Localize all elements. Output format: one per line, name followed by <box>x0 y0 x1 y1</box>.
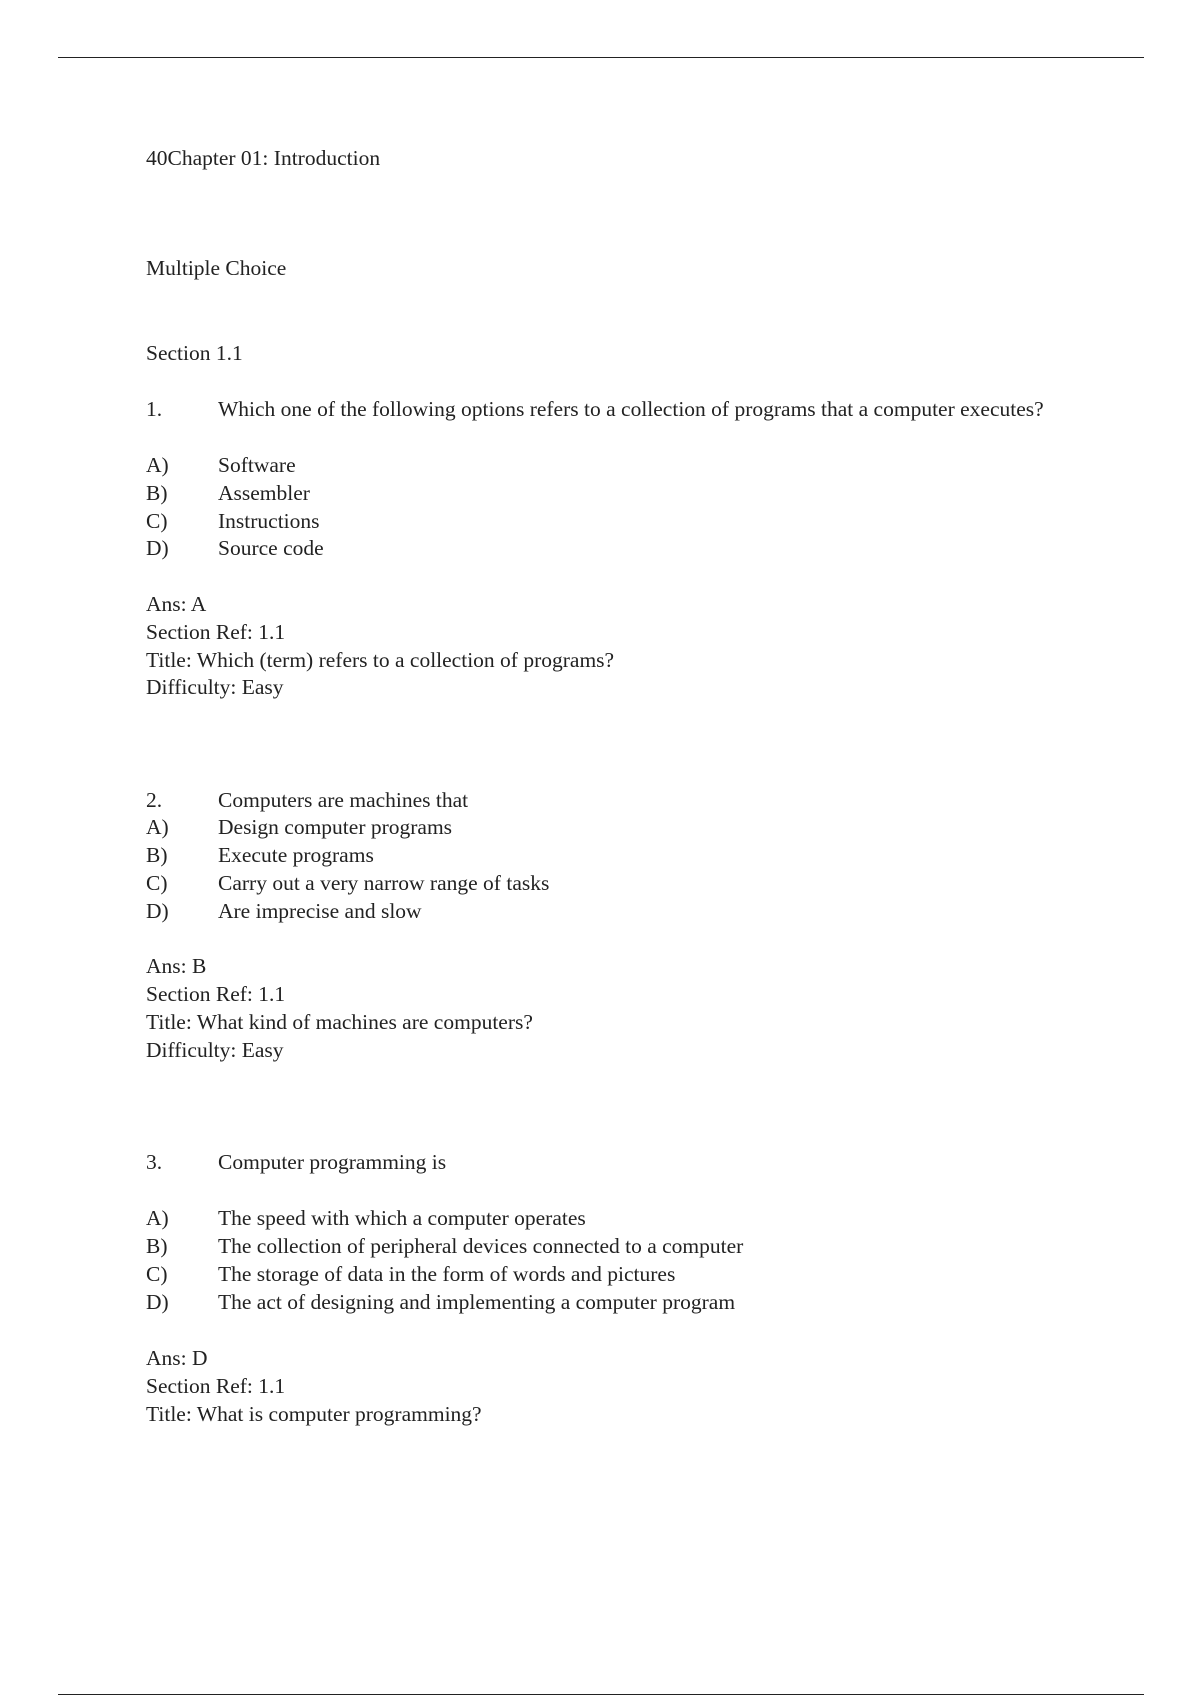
option-letter: C) <box>146 871 168 895</box>
section-type-heading: Multiple Choice <box>146 256 287 280</box>
option-letter: B) <box>146 481 168 505</box>
option-d <box>146 897 422 925</box>
option-letter: C) <box>146 1262 168 1286</box>
option-b <box>146 841 374 869</box>
section-ref: Section Ref: 1.1 <box>146 982 286 1006</box>
option-d <box>146 1288 735 1316</box>
option-text: The storage of data in the form of words and pictures <box>218 1262 676 1286</box>
option-letter: A) <box>146 1206 169 1230</box>
question-title: Title: What is computer programming? <box>146 1402 482 1426</box>
option-a <box>146 813 452 841</box>
option-text: Source code <box>218 536 324 560</box>
option-letter: A) <box>146 453 169 477</box>
option-text: Design computer programs <box>218 815 453 839</box>
option-text: The speed with which a computer operates <box>218 1206 586 1230</box>
option-c <box>146 869 549 897</box>
option-text: Software <box>218 453 296 477</box>
option-letter: B) <box>146 1234 168 1258</box>
question-number: 1. <box>146 397 163 421</box>
top-rule <box>58 57 1144 58</box>
option-c <box>146 1260 675 1288</box>
option-text: The act of designing and implementing a computer program <box>218 1290 736 1314</box>
question-2 <box>146 786 468 814</box>
option-c <box>146 507 320 535</box>
option-text: Execute programs <box>218 843 374 867</box>
bottom-rule <box>58 1694 1144 1695</box>
option-text: Carry out a very narrow range of tasks <box>218 871 550 895</box>
option-letter: D) <box>146 899 169 923</box>
option-letter: B) <box>146 843 168 867</box>
option-text: The collection of peripheral devices connected to a computer <box>218 1234 744 1258</box>
difficulty: Difficulty: Easy <box>146 675 284 699</box>
answer: Ans: A <box>146 592 207 616</box>
answer: Ans: B <box>146 954 207 978</box>
answer: Ans: D <box>146 1346 208 1370</box>
option-a <box>146 1204 586 1232</box>
option-letter: A) <box>146 815 169 839</box>
option-d <box>146 534 324 562</box>
option-letter: D) <box>146 1290 169 1314</box>
option-text: Instructions <box>218 509 320 533</box>
section-ref: Section Ref: 1.1 <box>146 1374 286 1398</box>
section-heading: Section 1.1 <box>146 341 243 365</box>
question-text: Computers are machines that <box>218 788 469 812</box>
question-title: Title: Which (term) refers to a collection of programs? <box>146 648 615 672</box>
question-number: 2. <box>146 788 163 812</box>
option-text: Are imprecise and slow <box>218 899 422 923</box>
question-number: 3. <box>146 1150 163 1174</box>
option-letter: C) <box>146 509 168 533</box>
option-b <box>146 479 310 507</box>
question-title: Title: What kind of machines are computers? <box>146 1010 533 1034</box>
question-1 <box>146 395 1076 423</box>
chapter-title: 40Chapter 01: Introduction <box>146 146 381 170</box>
question-text: Computer programming is <box>218 1150 447 1174</box>
difficulty: Difficulty: Easy <box>146 1038 284 1062</box>
section-ref: Section Ref: 1.1 <box>146 620 286 644</box>
question-3 <box>146 1148 446 1176</box>
option-letter: D) <box>146 536 169 560</box>
option-b <box>146 1232 743 1260</box>
option-text: Assembler <box>218 481 310 505</box>
question-text: Which one of the following options refers to a collection of programs that a computer executes? <box>218 397 1044 421</box>
option-a <box>146 451 296 479</box>
